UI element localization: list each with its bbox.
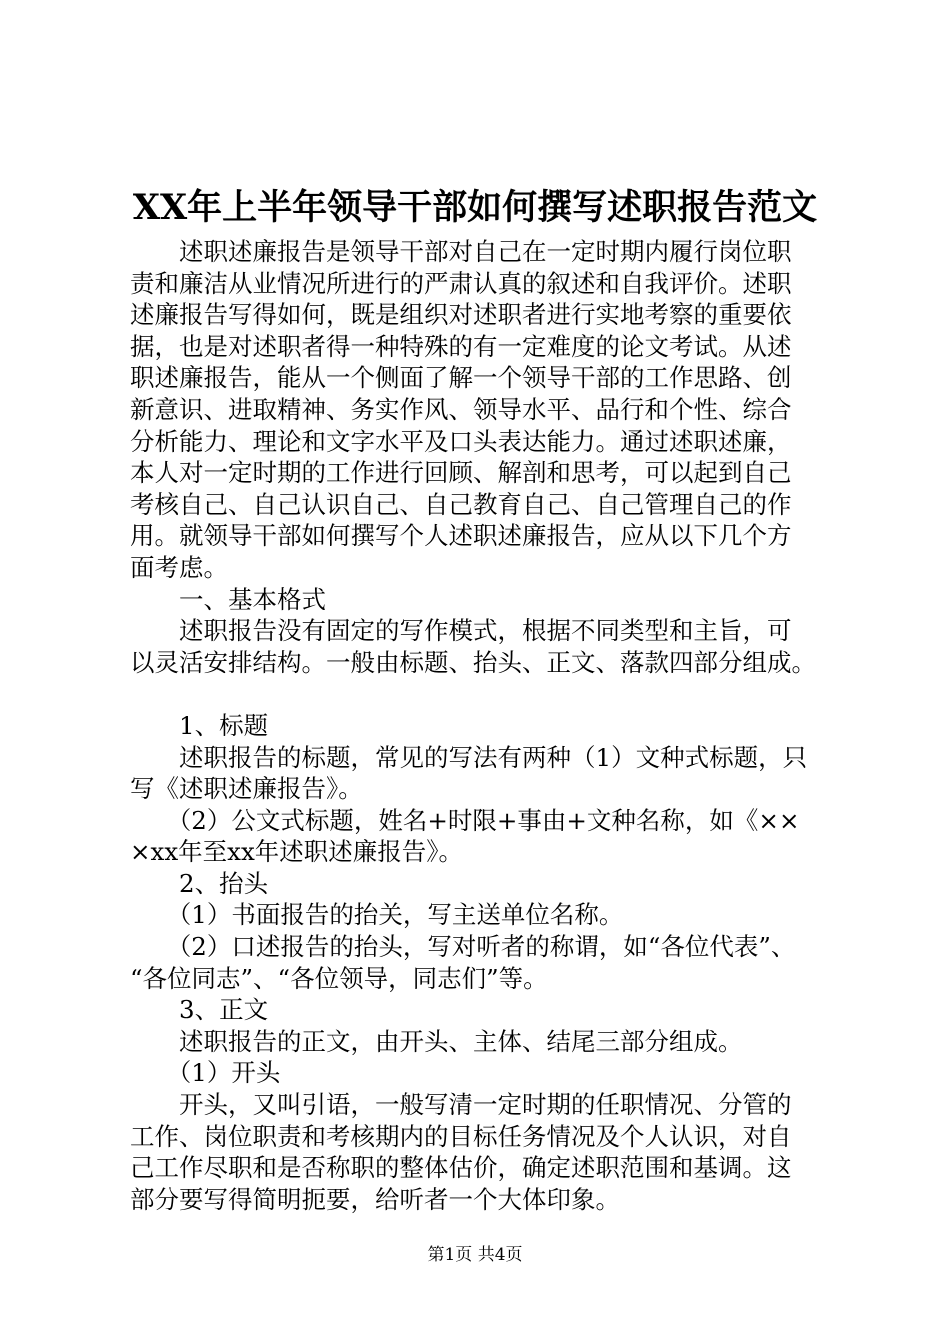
text-line: 职述廉报告，能从一个侧面了解一个领导干部的工作思路、创 — [130, 363, 792, 393]
text-line: 写《述职述廉报告》。 — [130, 774, 363, 804]
text-line: 一、基本格式 — [130, 584, 326, 614]
text-line: 据，也是对述职者得一种特殊的有一定难度的论文考试。从述 — [130, 331, 792, 361]
text-line: 以灵活安排结构。一般由标题、抬头、正文、落款四部分组成。 — [130, 647, 816, 677]
text-line: （1）开头 — [130, 1058, 281, 1088]
text-line: 开头，又叫引语，一般写清一定时期的任职情况、分管的 — [130, 1090, 792, 1120]
document-title: XX年上半年领导干部如何撰写述职报告范文 — [132, 187, 818, 228]
text-line — [130, 678, 830, 710]
text-line: 2、抬头 — [130, 868, 269, 898]
text-line: “各位同志”、“各位领导，同志们”等。 — [130, 963, 548, 993]
text-line: （2）口述报告的抬头，写对听者的称谓，如“各位代表”、 — [130, 932, 796, 962]
text-line: 用。就领导干部如何撰写个人述职述廉报告，应从以下几个方 — [130, 521, 792, 551]
text-line: 1、标题 — [130, 710, 269, 740]
text-line: 部分要写得简明扼要，给听者一个大体印象。 — [130, 1184, 620, 1214]
text-line: （1）书面报告的抬关，写主送单位名称。 — [130, 900, 624, 930]
page-footer: 第1页 共4页 — [427, 1245, 523, 1265]
text-line: 述职报告的标题，常见的写法有两种（1）文种式标题，只 — [130, 742, 808, 772]
text-line: 3、正文 — [130, 995, 269, 1025]
text-line: 述职报告的正文，由开头、主体、结尾三部分组成。 — [130, 1026, 743, 1056]
text-line: 面考虑。 — [130, 552, 228, 582]
text-line: 责和廉洁从业情况所进行的严肃认真的叙述和自我评价。述职 — [130, 268, 792, 298]
text-line: 本人对一定时期的工作进行回顾、解剖和思考，可以起到自己 — [130, 458, 792, 488]
text-line: （2）公文式标题，姓名+时限+事由+文种名称，如《×× — [130, 805, 800, 835]
text-line: 分析能力、理论和文字水平及口头表达能力。通过述职述廉， — [130, 426, 792, 456]
text-line: 考核自己、自己认识自己、自己教育自己、自己管理自己的作 — [130, 489, 792, 519]
text-line: 述职报告没有固定的写作模式，根据不同类型和主旨，可 — [130, 616, 792, 646]
text-line: 新意识、进取精神、务实作风、领导水平、品行和个性、综合 — [130, 394, 792, 424]
document-body — [130, 236, 830, 1215]
text-line: 己工作尽职和是否称职的整体估价，确定述职范围和基调。这 — [130, 1153, 792, 1183]
text-line: 述职述廉报告是领导干部对自己在一定时期内履行岗位职 — [130, 237, 792, 266]
text-line: 述廉报告写得如何，既是组织对述职者进行实地考察的重要依 — [130, 300, 792, 330]
text-line: ×xx年至xx年述职述廉报告》。 — [130, 837, 464, 867]
text-line: 工作、岗位职责和考核期内的目标任务情况及个人认识，对自 — [130, 1121, 792, 1151]
